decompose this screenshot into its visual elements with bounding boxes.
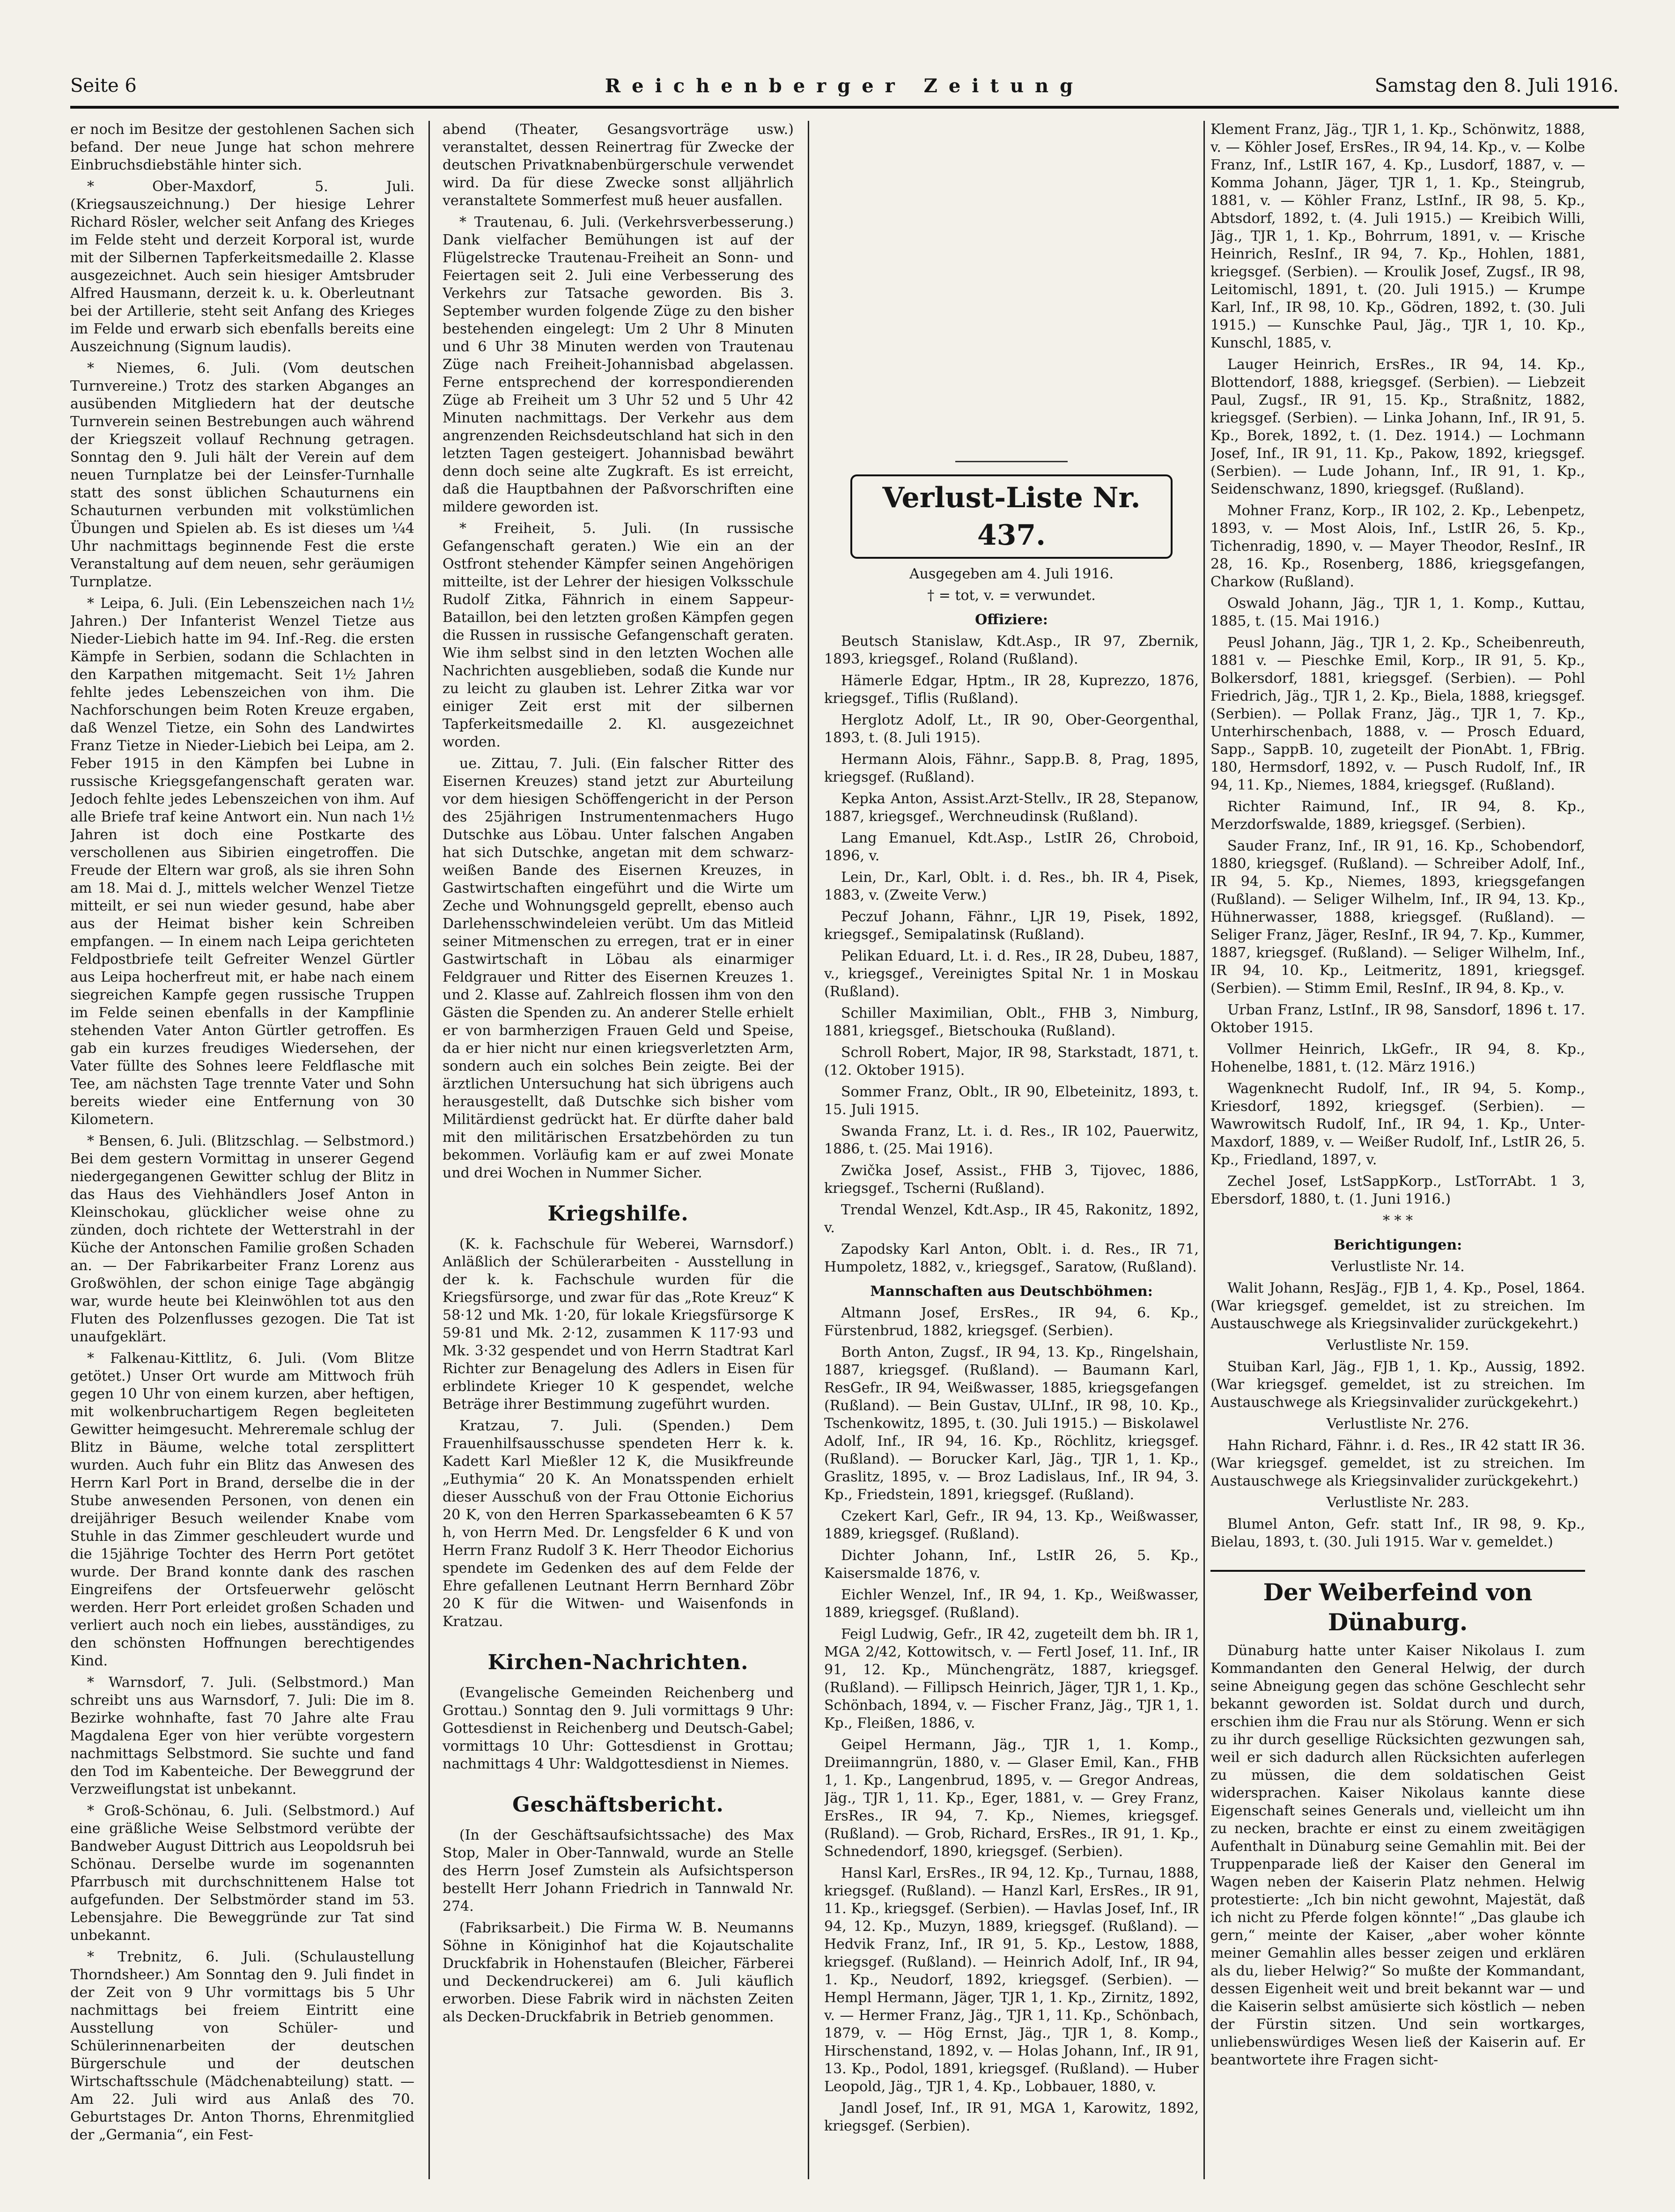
loss-entry: Lang Emanuel, Kdt.Asp., LstIR 26, Chroboid, 1896, v.: [824, 830, 1199, 864]
article-paragraph: * Trautenau, 6. Juli. (Verkehrsverbesserung.) Dank vielfacher Bemühungen ist auf der Flügelstrecke Trautenau-Freiheit an Sonn- und Feiertagen seit 2. Juli eine Verbesserung des Verkehrs zur Tatsache geworden. Bis 3. September wurden folgende Züge zu den bisher bestehenden eingelegt: Um 2 Uhr 8 Minuten und 6 Uhr 38 Minuten werden von Trautenau Züge nach Freiheit-Johannisbad abgelassen. Ferne entsprechend der korrespondierenden Züge ab Freiheit um 3 Uhr 52 und 5 Uhr 42 Minuten nachmittags. Der Verkehr aus dem angrenzenden Reichsdeutschland hat sich in den letzten Tagen gesteigert. Johannisbad bewährt denn doch seine alte Zugkraft. Es ist erreicht, daß die Hauptbahnen der Paßvorschriften eine mildere geworden ist.: [443, 214, 794, 515]
column-1: [70, 121, 414, 2179]
header-rule: [70, 106, 1619, 109]
article-paragraph: Kratzau, 7. Juli. (Spenden.) Dem Frauenhilfsausschusse spendeten Herr k. k. Kadett Karl Mießler 12 K, die Musikfreunde „Euthymia“ 20 K. An Monatsspenden erhielt dieser Ausschuß von der Frau Ottonie Eichorius 20 K, von den Herren Sparkassebeamten 6 K 57 h, von Herrn Med. Dr. Lengsfelder 6 K und von Herrn Franz Rudolf 3 K. Herr Theodor Eichorius spendete im Gedenken des auf dem Felde der Ehre gefallenen Leutnant Herrn Bernhard Zöbr 20 K für die Witwen- und Waisenfonds in Kratzau.: [443, 1418, 794, 1630]
loss-entry: Urban Franz, LstInf., IR 98, Sansdorf, 1896 t. 17. Oktober 1915.: [1210, 1002, 1585, 1036]
column-divider: [428, 121, 430, 2179]
loss-entry: Borth Anton, Zugsf., IR 94, 13. Kp., Ringelshain, 1887, kriegsgef. (Rußland). — Baumann Karl, ResGefr., IR 94, Weißwasser, 1885, kriegsgefangen (Rußland). — Bein Gustav, ULInf., IR 98, 10. Kp., Tschenkowitz, 1895, t. (30. Juli 1915.) — Biskolawel Adolf, Inf., IR 94, 16. Kp., Röchlitz, kriegsgef. (Rußland). — Borucker Karl, Jäg., TJR 1, 1. Kp., Graslitz, 1895, v. — Broz Ladislaus, Inf., IR 94, 3. Kp., Friedstein, 1891, kriegsgef. (Rußland).: [824, 1344, 1199, 1503]
loss-entry: Pelikan Eduard, Lt. i. d. Res., IR 28, Dubeu, 1887, v., kriegsgef., Vereinigtes Spital Nr. 1 in Moskau (Rußland).: [824, 948, 1199, 1000]
loss-entry: Czekert Karl, Gefr., IR 94, 13. Kp., Weißwasser, 1889, kriegsgef. (Rußland).: [824, 1508, 1199, 1542]
article-paragraph: * Freiheit, 5. Juli. (In russische Gefangenschaft geraten.) Wie ein an der Ostfront stehender Kämpfer seinen Angehörigen mitteilte, ist der Lehrer der hiesigen Volksschule Rudolf Zitka, Fähnrich in einem Sappeur-Bataillon, bei den letzten großen Kämpfen gegen die Russen in russische Gefangenschaft geraten. Wie ihm selbst sind in den letzten Wochen alle Nachrichten ausgeblieben, sodaß die Kunde nur zu leicht zu glauben ist. Lehrer Zitka war vor einiger Zeit erst mit der silbernen Tapferkeitsmedaille 2. Kl. ausgezeichnet worden.: [443, 520, 794, 750]
stars-separator: * * *: [1382, 1213, 1413, 1229]
loss-entry: Hansl Karl, ErsRes., IR 94, 12. Kp., Turnau, 1888, kriegsgef. (Rußland). — Hanzl Karl, ErsRes., IR 91, 11. Kp., kriegsgef. (Serbien). — Havlas Josef, Inf., IR 94, 12. Kp., Muzyn, 1889, kriegsgef. (Rußland). — Hedvik Franz, Inf., IR 91, 5. Kp., Lestow, 1888, kriegsgef. (Rußland). — Heinrich Adolf, Inf., IR 94, 1. Kp., Neudorf, 1892, kriegsgef. (Serbien). — Hempl Hermann, Jäger, TJR 1, 1. Kp., Zirnitz, 1892, v. — Hermer Franz, Jäg., TJR 1, 11. Kp., Schönbach, 1879, v. — Hög Ernst, Jäg., TJR 1, 8. Komp., Hirschenstand, 1892, v. — Holas Johann, Inf., IR 91, 13. Kp., Podol, 1891, kriegsgef. (Rußland). — Huber Leopold, Jäg., TJR 1, 4. Kp., Lobbauer, 1880, v.: [824, 1865, 1199, 2095]
loss-entry: Trendal Wenzel, Kdt.Asp., IR 45, Rakonitz, 1892, v.: [824, 1202, 1199, 1236]
article-paragraph: * Groß-Schönau, 6. Juli. (Selbstmord.) Auf eine gräßliche Weise Selbstmord verübte der Bandweber August Dittrich aus Leopoldsruh bei Schönau. Derselbe wurde im sogenannten Pfarrbusch mit durchschnittenem Halse tot aufgefunden. Der Selbstmörder stand im 53. Lebensjahre. Die Beweggründe zur Tat sind unbekannt.: [70, 1803, 414, 1944]
loss-entry: Vollmer Heinrich, LkGefr., IR 94, 8. Kp., Hohenelbe, 1881, t. (12. März 1916.): [1210, 1041, 1585, 1075]
loss-entry: Hermann Alois, Fähnr., Sapp.B. 8, Prag, 1895, kriegsgef. (Rußland).: [824, 751, 1199, 785]
feuilleton-title: Der Weiberfeind von Dünaburg.: [1210, 1570, 1585, 1637]
loss-list-title: Verlust-Liste Nr. 437.: [850, 474, 1173, 559]
correction-entry: Walit Johann, ResJäg., FJB 1, 4. Kp., Posel, 1864. (War kriegsgef. gemeldet, ist zu streichen. Im Austauschwege als Kriegsinvalider zurückgekehrt.): [1210, 1280, 1585, 1332]
article-paragraph: * Leipa, 6. Juli. (Ein Lebenszeichen nach 1½ Jahren.) Der Infanterist Wenzel Tietze aus Nieder-Liebich hatte im 94. Inf.-Reg. die ersten Kämpfe in Serbien, sodann die Schlachten in den Karpathen mitgemacht. Seit 1½ Jahren fehlte jedes Lebenszeichen von ihm. Die Nachforschungen beim Roten Kreuze ergaben, daß Wenzel Tietze, ein Sohn des Landwirtes Franz Tietze in Nieder-Liebich bei Leipa, am 2. Feber 1915 in den Kämpfen bei Lubne in russische Kriegsgefangenschaft geraten war. Jedoch fehlte jedes Lebenszeichen von ihm. Auf alle Briefe traf keine Antwort ein. Nun nach 1½ Jahren ist doch eine Postkarte des verschollenen aus Sibirien eingetroffen. Die Freude der Eltern war groß, als sie ihren Sohn am 18. Mai d. J., mittels welcher Wenzel Tietze mitteilt, er sei nun wieder gesund, habe aber aus der Heimat bisher kein Schreiben empfangen. — In einem nach Leipa gerichteten Feldpostbriefe teilt Gefreiter Wenzel Gürtler aus Leipa hocherfreut mit, er habe nach einem siegreichen Kampfe gegen russische Truppen im Felde seinen ebenfalls in der Kampflinie stehenden Vater Anton Gürtler getroffen. Es gab ein kurzes freudiges Wiedersehen, der Vater füllte des Sohnes leere Feldflasche mit Tee, am nächsten Tage trennte Vater und Sohn bereits wieder eine Entfernung von 30 Kilometern.: [70, 595, 414, 1128]
loss-entry: Schroll Robert, Major, IR 98, Starkstadt, 1871, t. (12. Oktober 1915).: [824, 1044, 1199, 1079]
correction-head: Verlustliste Nr. 159.: [1326, 1337, 1469, 1354]
loss-entry: Feigl Ludwig, Gefr., IR 42, zugeteilt dem bh. IR 1, MGA 2/42, Kottowitsch, v. — Fertl Josef, 11. Inf., IR 91, 12. Kp., Münchengrätz, 1887, kriegsgef. (Rußland). — Fillipsch Heinrich, Jäger, TJR 1, 1. Kp., Schönbach, 1894, v. — Fischer Franz, Jäg., TJR 1, 1. Kp., Fleißen, 1886, v.: [824, 1626, 1199, 1731]
loss-entry: Zechel Josef, LstSappKorp., LstTorrAbt. 1 3, Ebersdorf, 1880, t. (1. Juni 1916.): [1210, 1173, 1585, 1207]
loss-list-issued: Ausgegeben am 4. Juli 1916.: [909, 566, 1114, 582]
article-paragraph: Dünaburg hatte unter Kaiser Nikolaus I. zum Kommandanten den General Helwig, der durch seine Abneigung gegen das schöne Geschlecht sehr bekannt geworden ist. Soldat durch und durch, erschien ihm die Frau nur als Störung. Wenn er sich zu ihr durch gesellige Rücksichten gezwungen sah, weil er sich dadurch allen Rücksichten auferlegen zu müssen, die dem soldatischen Geist widersprachen. Kaiser Nikolaus kannte diese Eigenschaft seines Generals und, vielleicht um ihn zu necken, brachte er einst zu einem zweitägigen Aufenthalt in Dünaburg seine Gemahlin mit. Bei der Truppenparade ließ der Kaiser den General im Wagen neben der Kaiserin Platz nehmen. Helwig protestierte: „Ich bin nicht gewohnt, Majestät, daß ich nicht zu Pferde folgen könnte!“ „Das glaube ich gern,“ meinte der Kaiser, „aber woher könnte meiner Gemahlin alles besser zeigen und erklären als du, lieber Helwig?“ So mußte der Kommandant, dessen Eigenheit weit und breit bekannt war — und die Kaiserin selbst amüsierte sich köstlich — neben der Fürstin sitzen. Und sein wortkarges, unliebenswürdiges Wesen ließ der Kaiserin auf. Er beantwortete ihre Fragen sicht-: [1210, 1642, 1585, 2068]
loss-entry: Beutsch Stanislaw, Kdt.Asp., IR 97, Zbernik, 1893, kriegsgef., Roland (Rußland).: [824, 633, 1199, 667]
loss-entry: Jandl Josef, Inf., IR 91, MGA 1, Karowitz, 1892, kriegsgef. (Serbien).: [824, 2100, 1199, 2134]
article-paragraph: (Fabriksarbeit.) Die Firma W. B. Neumanns Söhne in Königinhof hat die Kojautschalite Druckfabrik in Hohenstaufen (Bleicher, Färberei und Deckendruckerei) am 6. Juli käuflich erworben. Diese Fabrik wird in nächsten Zeiten als Decken-Druckfabrik in Betrieb genommen.: [443, 1920, 794, 2025]
loss-entry: Dichter Johann, Inf., LstIR 26, 5. Kp., Kaisersmalde 1876, v.: [824, 1547, 1199, 1582]
article-paragraph: * Ober-Maxdorf, 5. Juli. (Kriegsauszeichnung.) Der hiesige Lehrer Richard Rösler, welcher seit Anfang des Krieges im Felde steht und derzeit Korporal ist, wurde mit der Silbernen Tapferkeitsmedaille 2. Klasse ausgezeichnet. Auch sein hiesiger Amtsbruder Alfred Hausmann, derzeit k. u. k. Oberleutnant bei der Artillerie, steht seit Anfang des Krieges im Felde und erwarb sich ebenfalls bereits eine Auszeichnung (Signum laudis).: [70, 178, 414, 355]
loss-entry: Mohner Franz, Korp., IR 102, 2. Kp., Lebenpetz, 1893, v. — Most Alois, Inf., LstIR 26, 5. Kp., Tichenradig, 1890, v. — Mayer Theodor, ResInf., IR 28, 16. Kp., Rosenberg, 1886, kriegsgefangen, Charkow (Rußland).: [1210, 503, 1585, 590]
loss-entry: Lauger Heinrich, ErsRes., IR 94, 14. Kp., Blottendorf, 1888, kriegsgef. (Serbien). — Liebzeit Paul, Zugsf., IR 91, 15. Kp., Straßnitz, 1882, kriegsgef. (Serbien). — Linka Johann, Inf., IR 91, 5. Kp., Borek, 1892, t. (1. Dez. 1914.) — Lochmann Josef, Inf., IR 91, 11. Kp., Pakow, 1892, kriegsgef. (Serbien). — Lude Johann, Inf., IR 91, 1. Kp., Seidenschwanz, 1890, kriegsgef. (Rußland).: [1210, 356, 1585, 497]
loss-entry: Eichler Wenzel, Inf., IR 94, 1. Kp., Weißwasser, 1889, kriegsgef. (Rußland).: [824, 1587, 1199, 1621]
article-paragraph: * Niemes, 6. Juli. (Vom deutschen Turnvereine.) Trotz des starken Abganges an ausübenden Mitgliedern hat der deutsche Turnverein seinen Bestrebungen auch während der Kriegszeit vollauf Rechnung getragen. Sonntag den 9. Juli hält der Verein auf dem neuen Turnplatze bei der Leinsfer-Turnhalle statt des sonst üblichen Schauturnens ein Schauturnen verbunden mit volkstümlichen Übungen und Spielen ab. Es ist dieses um ¼4 Uhr nachmittags beginnende Fest die erste Veranstaltung auf dem neuen, sehr geräumigen Turnplatze.: [70, 360, 414, 590]
correction-head: Verlustliste Nr. 14.: [1331, 1258, 1465, 1275]
loss-entry: Oswald Johann, Jäg., TJR 1, 1. Komp., Kuttau, 1885, t. (15. Mai 1916.): [1210, 595, 1585, 629]
loss-entry: Altmann Josef, ErsRes., IR 94, 6. Kp., Fürstenbrud, 1882, kriegsgef. (Serbien).: [824, 1305, 1199, 1339]
loss-entry: Wagenknecht Rudolf, Inf., IR 94, 5. Komp., Kriesdorf, 1892, kriegsgef. (Serbien). — Wawrowitsch Rudolf, Inf., IR 94, 1. Kp., Unter-Maxdorf, 1889, v. — Weißer Rudolf, Inf., LstIR 26, 5. Kp., Friedland, 1897, v.: [1210, 1080, 1585, 1168]
section-heading-mannschaften: Mannschaften aus Deutschböhmen:: [870, 1283, 1153, 1300]
loss-entry: Hämerle Edgar, Hptm., IR 28, Kuprezzo, 1876, kriegsgef., Tiflis (Rußland).: [824, 673, 1199, 707]
section-heading-kirchen: Kirchen-Nachrichten.: [487, 1650, 749, 1674]
correction-entry: Stuiban Karl, Jäg., FJB 1, 1. Kp., Aussig, 1892. (War kriegsgef. gemeldet, ist zu streichen. Im Austauschwege als Kriegsinvalider zurückgekehrt.): [1210, 1359, 1585, 1411]
column-4: [1210, 121, 1585, 2179]
loss-entry: Schiller Maximilian, Oblt., FHB 3, Nimburg, 1881, kriegsgef., Bietschouka (Rußland).: [824, 1005, 1199, 1039]
page-number: Seite 6: [70, 75, 137, 96]
loss-entry: Zwička Josef, Assist., FHB 3, Tijovec, 1886, kriegsgef., Tscherni (Rußland).: [824, 1162, 1199, 1197]
article-paragraph: (K. k. Fachschule für Weberei, Warnsdorf.) Anläßlich der Schülerarbeiten - Ausstellung in der k. k. Fachschule wurden für die Kriegsfürsorge, und zwar für das „Rote Kreuz“ K 58·12 und Mk. 1·20, für lokale Kriegsfürsorge K 59·81 und Mk. 2·12, zusammen K 117·93 und Mk. 3·32 gespendet und von Herrn Stadtrat Karl Richter zur Benagelung des Adlers in Eisen für erblindete Krieger 10 K gespendet, welche Beträge ihrer Bestimmung zugeführt wurden.: [443, 1236, 794, 1413]
loss-entry: Sauder Franz, Inf., IR 91, 16. Kp., Schobendorf, 1880, kriegsgef. (Rußland). — Schreiber Adolf, Inf., IR 94, 5. Kp., Niemes, 1893, kriegsgefangen (Rußland). — Seliger Wilhelm, Inf., IR 94, 13. Kp., Hühnerwasser, 1888, kriegsgef. (Rußland). — Seliger Franz, Jäger, ResInf., IR 94, 7. Kp., Kummer, 1887, kriegsgef. (Rußland). — Seliger Wilhelm, Inf., IR 94, 10. Kp., Leitmeritz, 1891, kriegsgef. (Serbien). — Stimm Emil, ResInf., IR 94, 8. Kp., v.: [1210, 838, 1585, 997]
article-paragraph: (In der Geschäftsaufsichtssache) des Max Stop, Maler in Ober-Tannwald, wurde an Stelle des Herrn Josef Zumstein als Aufsichtsperson bestellt Herr Johann Friedrich in Tannwald Nr. 274.: [443, 1827, 794, 1915]
section-heading-geschaeft: Geschäftsbericht.: [512, 1793, 724, 1817]
page-header: [70, 75, 1619, 108]
article-paragraph: ue. Zittau, 7. Juli. (Ein falscher Ritter des Eisernen Kreuzes) stand jetzt zur Aburteilung vor dem hiesigen Schöffengericht in der Person des 25jährigen Instrumentenmachers Hugo Dutschke aus Löbau. Unter falschen Angaben hat sich Dutschke, angetan mit dem schwarz-weißen Bande des Eisernen Kreuzes, in Gastwirtschaften eingeführt und die Wirte um Zeche und Wohnungsgeld geprellt, ebenso auch Darlehensschwindeleien verübt. Um das Mitleid seiner Mitmenschen zu erregen, trat er in einer Gastwirtschaft in Löbau als einarmiger Feldgrauer und Ritter des Eisernen Kreuzes 1. und 2. Klasse auf. Zahlreich flossen ihm von den Gästen die Spenden zu. An anderer Stelle erhielt er von barmherzigen Frauen Geld und Speise, da er hier nicht nur einen kriegsverletzten Arm, sondern auch ein solches Bein zeigte. Bei der ärztlichen Untersuchung hat sich übrigens auch herausgestellt, daß Dutschke sich bisher vom Militärdienst gedrückt hat. Er dürfte daher bald mit den militärischen Ersatzbehörden zu tun bekommen. Vorläufig kam er auf zwei Monate und drei Wochen in Nummer Sicher.: [443, 755, 794, 1181]
article-paragraph: * Falkenau-Kittlitz, 6. Juli. (Vom Blitze getötet.) Unser Ort wurde am Mittwoch früh gegen 10 Uhr von einem kurzen, aber heftigen, mit wolkenbruchartigem Regen begleiteten Gewitter heimgesucht. Mehreremale schlug der Blitz in Bäume, welche total zersplittert wurden. Auch fuhr ein Blitz das Anwesen des Herrn Karl Port in Brand, derselbe die in der Stube anwesenden Personen, von denen ein dreijähriger Besuch weilender Knabe vom Stuhle in das Zimmer geschleudert wurde und die 15jährige Tochter des Herrn Port getötet wurde. Der Brand konnte dank des raschen Eingreifens der Ortsfeuerwehr gelöscht werden. Herr Port erleidet großen Schaden und verliert auch noch ein liebes, ausständiges, zu den schönsten Hoffnungen berechtigendes Kind.: [70, 1350, 414, 1669]
correction-entry: Hahn Richard, Fähnr. i. d. Res., IR 42 statt IR 36. (War kriegsgef. gemeldet, ist zu streichen. Im Austauschwege als Kriegsinvalider zurückgekehrt.): [1210, 1437, 1585, 1489]
article-paragraph: (Evangelische Gemeinden Reichenberg und Grottau.) Sonntag den 9. Juli vormittags 9 Uhr: Gottesdienst in Reichenberg und Deutsch-Gabel; vormittags 10 Uhr: Gottesdienst in Grottau; nachmittags 4 Uhr: Waldgottesdienst in Niemes.: [443, 1685, 794, 1772]
article-paragraph: * Bensen, 6. Juli. (Blitzschlag. — Selbstmord.) Bei dem gestern Vormittag in unserer Gegend niedergegangenen Gewitter schlug der Blitz in das Haus des Viehhändlers Josef Anton in Kleinschokau, glücklicher weise ohne zu zünden, doch richtete der Wetterstrahl in der Küche der Antonschen Familie großen Schaden an. — Der Fabrikarbeiter Franz Lorenz aus Großwöhlen, der schon einige Tage abgängig war, wurde heute bei Kleinwöhlen tot aus den Fluten des Polzenflusses gezogen. Die Tat ist unaufgeklärt.: [70, 1133, 414, 1345]
article-paragraph: * Warnsdorf, 7. Juli. (Selbstmord.) Man schreibt uns aus Warnsdorf, 7. Juli: Die im 8. Bezirke wohnhafte, fast 70 Jahre alte Frau Magdalena Eger von hier verübte vorgestern nachmittags Selbstmord. Sie suchte und fand den Tod im Kabenteiche. Der Beweggrund der Verzweiflungstat ist unbekannt.: [70, 1674, 414, 1798]
loss-entry: Zapodsky Karl Anton, Oblt. i. d. Res., IR 71, Humpoletz, 1882, v., kriegsgef., Saratow, (Rußland).: [824, 1241, 1199, 1275]
loss-entry: Geipel Hermann, Jäg., TJR 1, 1. Komp., Dreiimanngrün, 1880, v. — Glaser Emil, Kan., FHB 1, 1. Kp., Langenbrud, 1895, v. — Gregor Andreas, Jäg., TJR 1, 11. Kp., Eger, 1881, v. — Grey Franz, ErsRes., IR 94, 7. Kp., Niemes, kriegsgef. (Rußland). — Grob, Richard, ErsRes., IR 91, 1. Kp., Schnedendorf, 1890, kriegsgef. (Serbien).: [824, 1737, 1199, 1860]
column-divider: [1203, 121, 1205, 2179]
masthead-title: Reichenberger Zeitung: [605, 75, 1085, 97]
section-heading-berichtigungen: Berichtigungen:: [1333, 1237, 1462, 1253]
blank-space: [824, 121, 1199, 449]
loss-entry: Peczuf Johann, Fähnr., LJR 19, Pisek, 1892, kriegsgef., Semipalatinsk (Rußland).: [824, 909, 1199, 943]
loss-entry: Klement Franz, Jäg., TJR 1, 1. Kp., Schönwitz, 1888, v. — Köhler Josef, ErsRes., IR 94, 14. Kp., v. — Kolbe Franz, Inf., LstIR 167, 4. Kp., Lusdorf, 1887, v. — Komma Johann, Jäger, TJR 1, 1. Kp., Steingrub, 1881, v. — Köhler Franz, LstInf., IR 98, 5. Kp., Abtsdorf, 1892, t. (4. Juli 1915.) — Kreibich Willi, Jäg., TJR 1, 1. Kp., Bohrrum, 1891, v. — Krische Heinrich, ResInf., IR 94, 7. Kp., Hohlen, 1881, kriegsgef. (Serbien). — Kroulik Josef, Zugsf., IR 98, Leitomischl, 1891, t. (20. Juli 1915.) — Krumpe Karl, Inf., IR 98, 10. Kp., Gödren, 1892, t. (30. Juli 1915.) — Kunschke Paul, Jäg., TJR 1, 10. Kp., Kunschl, 1885, v.: [1210, 121, 1585, 351]
column-2: [443, 121, 794, 2179]
loss-entry: Richter Raimund, Inf., IR 94, 8. Kp., Merzdorfswalde, 1889, kriegsgef. (Serbien).: [1210, 799, 1585, 833]
column-divider: [808, 121, 809, 2179]
separator-rule: [955, 461, 1068, 462]
loss-entry: Herglotz Adolf, Lt., IR 90, Ober-Georgenthal, 1893, t. (8. Juli 1915).: [824, 712, 1199, 746]
correction-head: Verlustliste Nr. 283.: [1326, 1494, 1469, 1511]
article-paragraph: * Trebnitz, 6. Juli. (Schulaustellung Thorndsheer.) Am Sonntag den 9. Juli findet in der Zeit von 9 Uhr vormittags bis 5 Uhr nachmittags bei freiem Eintritt eine Ausstellung von Schüler- und Schülerinnenarbeiten der deutschen Bürgerschule und der deutschen Wirtschaftsschule (Mädchenabteilung) statt. — Am 22. Juli wird aus Anlaß des 70. Geburtstages Dr. Anton Thorns, Ehrenmitglied der „Germania“, ein Fest-: [70, 1949, 414, 2143]
loss-list-legend: † = tot, v. = verwundet.: [927, 587, 1096, 604]
issue-date: Samstag den 8. Juli 1916.: [1374, 75, 1619, 96]
correction-head: Verlustliste Nr. 276.: [1326, 1416, 1469, 1432]
section-heading-offiziere: Offiziere:: [975, 612, 1048, 628]
loss-entry: Kepka Anton, Assist.Arzt-Stellv., IR 28, Stepanow, 1887, kriegsgef., Werchneudinsk (Rußland).: [824, 791, 1199, 825]
column-3: [824, 121, 1199, 2179]
loss-entry: Lein, Dr., Karl, Oblt. i. d. Res., bh. IR 4, Pisek, 1883, v. (Zweite Verw.): [824, 869, 1199, 903]
loss-entry: Swanda Franz, Lt. i. d. Res., IR 102, Pauerwitz, 1886, t. (25. Mai 1916).: [824, 1123, 1199, 1157]
section-heading-kriegshilfe: Kriegshilfe.: [547, 1202, 689, 1226]
article-paragraph: er noch im Besitze der gestohlenen Sachen sich befand. Der neue Junge hat schon mehrere Einbruchsdiebstähle hinter sich.: [70, 121, 414, 173]
loss-entry: Sommer Franz, Oblt., IR 90, Elbeteinitz, 1893, t. 15. Juli 1915.: [824, 1084, 1199, 1118]
correction-entry: Blumel Anton, Gefr. statt Inf., IR 98, 9. Kp., Bielau, 1893, t. (30. Juli 1915. War v. gemeldet.): [1210, 1516, 1585, 1550]
loss-entry: Peusl Johann, Jäg., TJR 1, 2. Kp., Scheibenreuth, 1881 v. — Pieschke Emil, Korp., IR 91, 5. Kp., Bolkersdorf, 1881, kriegsgef. (Serbien). — Pohl Friedrich, Jäg., TJR 1, 2. Kp., Biela, 1888, kriegsgef. (Serbien). — Pollak Franz, Jäg., TJR 1, 7. Kp., Unterhirschenbach, 1888, v. — Prosch Eduard, Sapp., SappB. 10, zugeteilt der PionAbt. 1, FBrig. 180, Hermsdorf, 1892, v. — Pusch Rudolf, Inf., IR 94, 11. Kp., Niemes, 1884, kriegsgef. (Rußland).: [1210, 635, 1585, 793]
article-paragraph: abend (Theater, Gesangsvorträge usw.) veranstaltet, dessen Reinertrag für Zwecke der deutschen Privatknabenbürgerschule verwendet wird. Da für diese Zwecke sonst alljährlich veranstaltete Sommerfest muß heuer ausfallen.: [443, 121, 794, 209]
